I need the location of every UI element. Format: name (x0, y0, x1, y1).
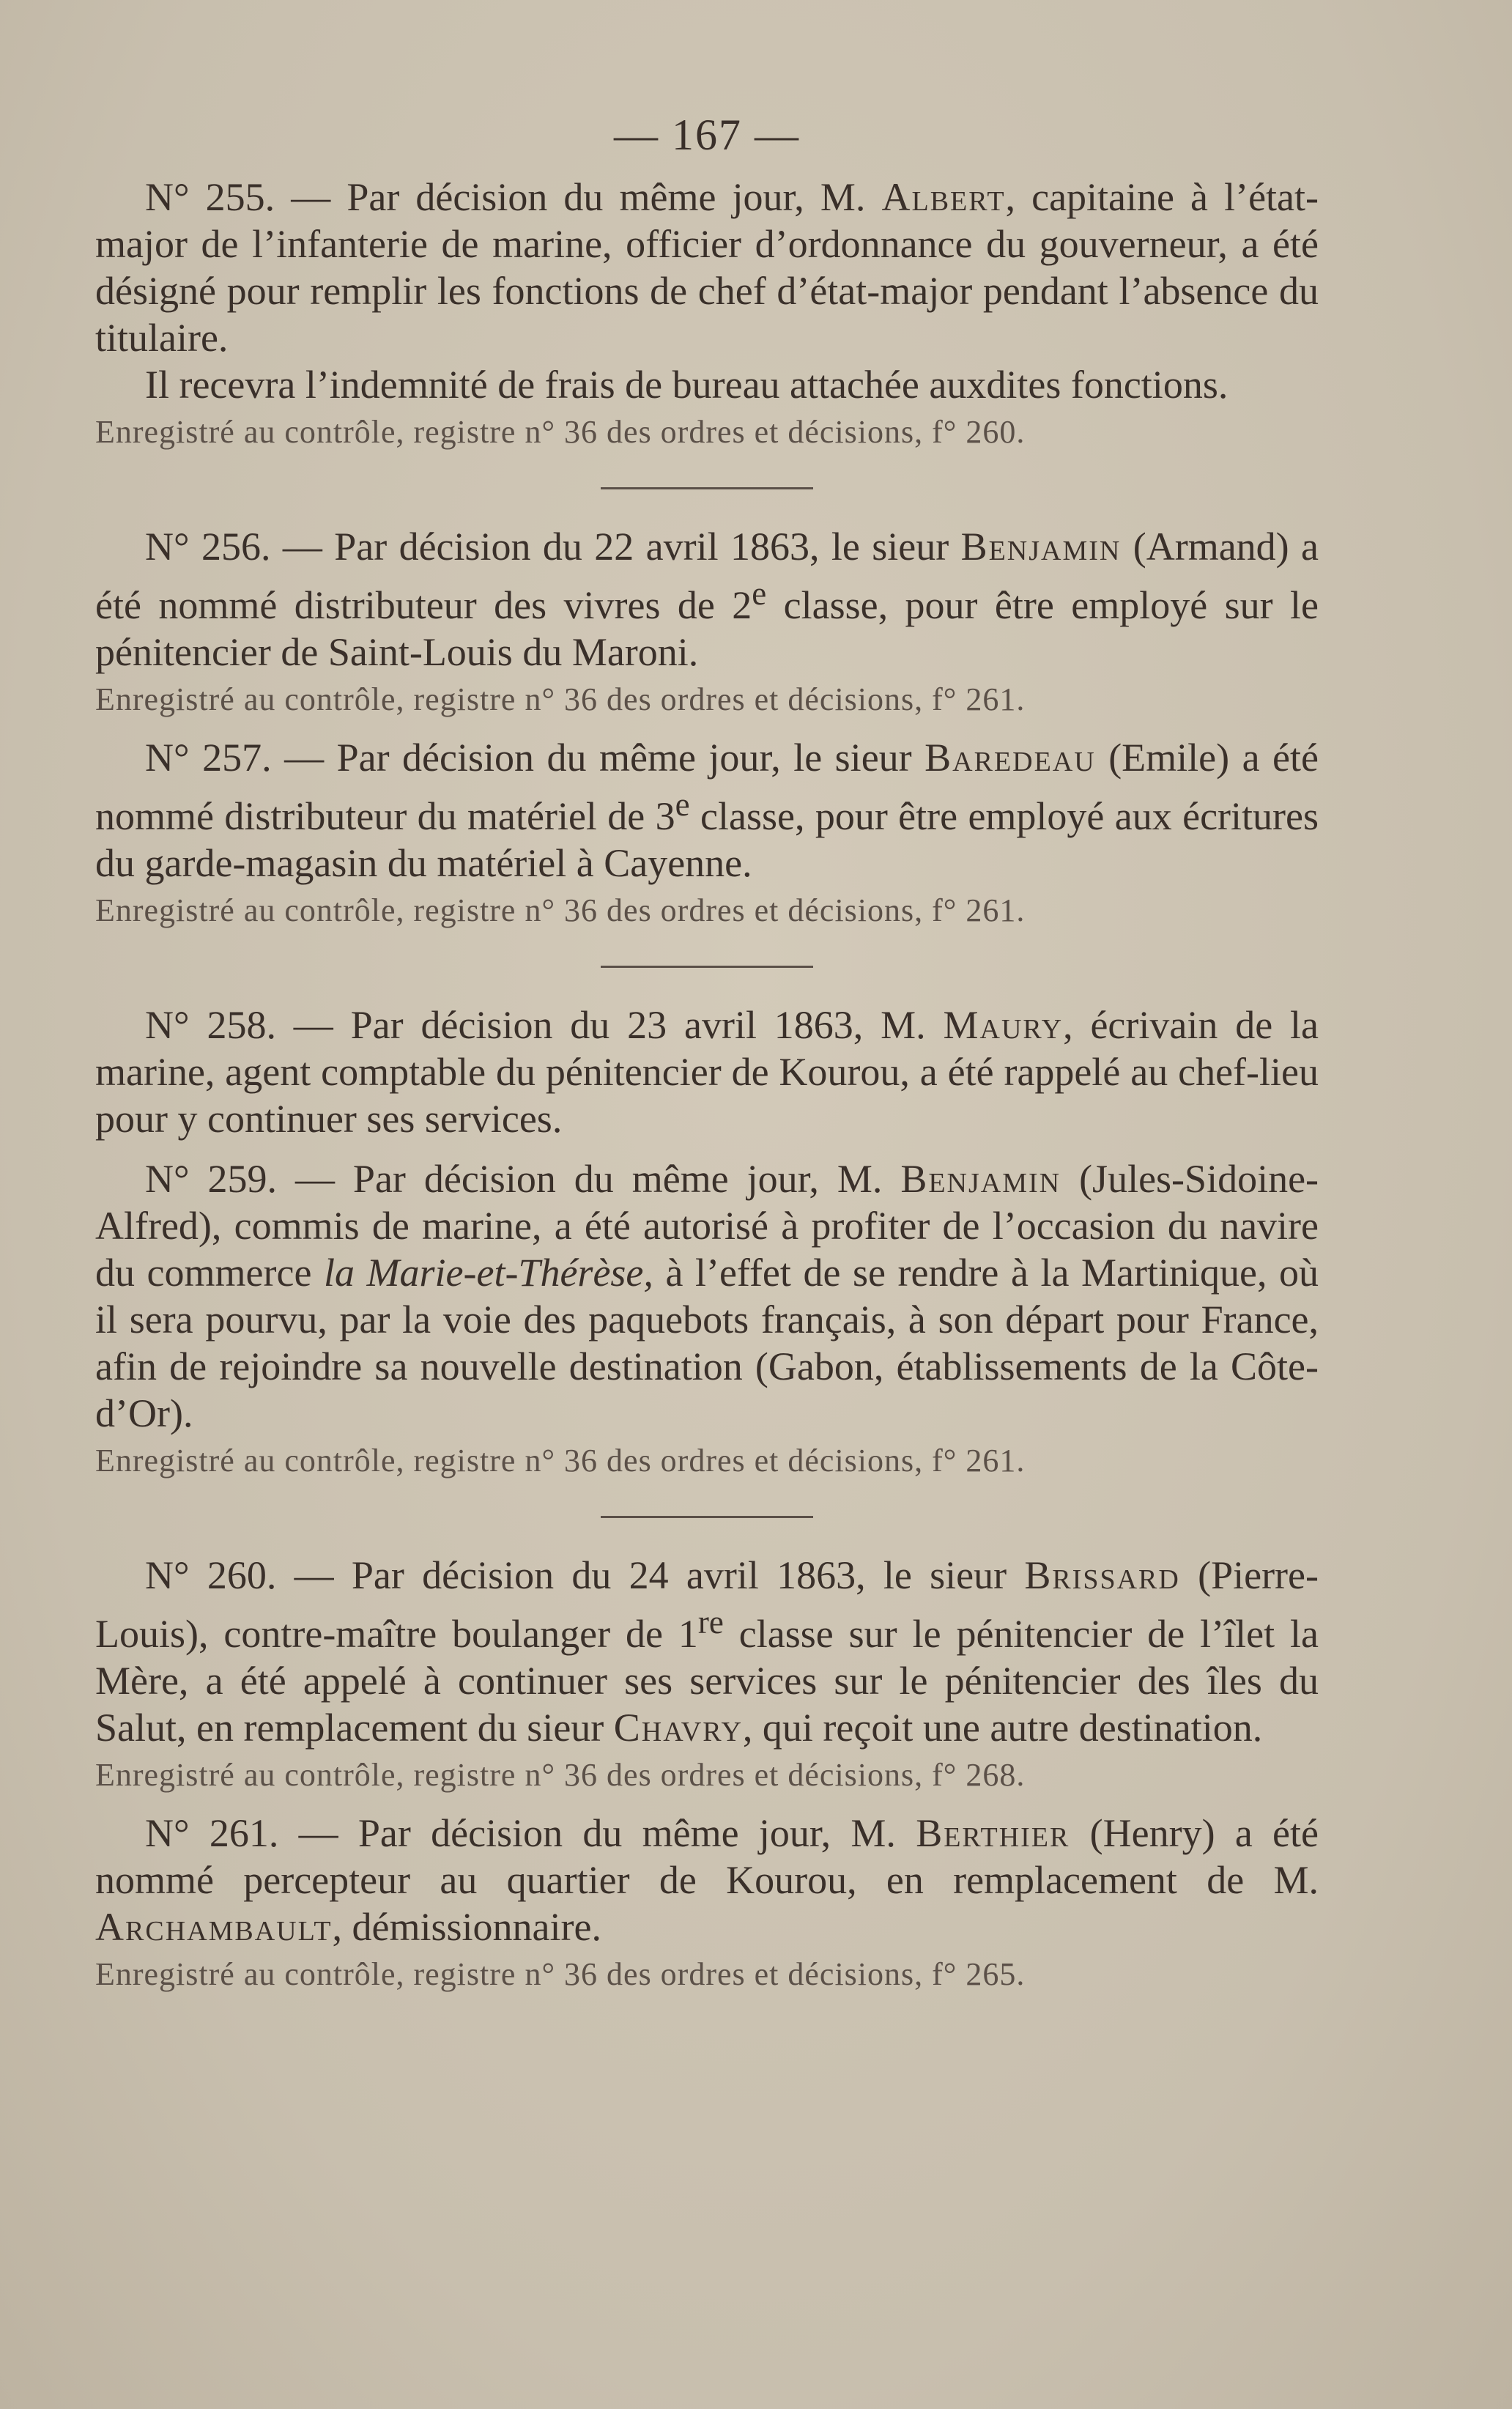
person-name: Albert (881, 175, 1006, 219)
registration-note: Enregistré au contrôle, registre n° 36 des ordres et décisions, f° 261. (95, 1443, 1026, 1479)
section-divider (601, 1516, 813, 1518)
entry-number: N° 260. (145, 1553, 277, 1597)
page-number: — 167 — (614, 111, 800, 159)
registration-note: Enregistré au contrôle, registre n° 36 des ordres et décisions, f° 265. (95, 1956, 1026, 1992)
entry-255-extra: Il recevra l’indemnité de frais de bureau attachée auxdites fonctions. (145, 363, 1228, 407)
registration-note: Enregistré au contrôle, registre n° 36 des ordres et décisions, f° 260. (95, 414, 1026, 450)
section-divider (601, 487, 813, 489)
entry-257: N° 257. — Par décision du même jour, le sieur Baredeau (Emile) a été nommé distributeur du matériel de 3e classe, pour être employé aux écritures du garde-magasin du matériel à Cayenne. (95, 736, 1319, 885)
registration-note: Enregistré au contrôle, registre n° 36 des ordres et décisions, f° 261. (95, 892, 1026, 928)
entry-260: N° 260. — Par décision du 24 avril 1863, le sieur Brissard (Pierre-Louis), contre-maître boulanger de 1re classe sur le pénitencier de l’îlet la Mère, a été appelé à continuer ses services sur le pénitencier des îles du Salut, en remplacement du sieur Chavry, qui reçoit une autre destination. (95, 1553, 1319, 1750)
entry-255: N° 255. — Par décision du même jour, M. Albert, capitaine à l’état-major de l’infanterie de marine, officier d’ordonnance du gouverneur, a été désigné pour remplir les fonctions de chef d’état-major pendant l’absence du titulaire. (95, 175, 1319, 360)
registration-note: Enregistré au contrôle, registre n° 36 des ordres et décisions, f° 268. (95, 1757, 1026, 1793)
entry-number: N° 257. (145, 736, 272, 780)
entry-261: N° 261. — Par décision du même jour, M. Berthier (Henry) a été nommé percepteur au quartier de Kourou, en remplacement de M. Archambault, démissionnaire. (95, 1811, 1319, 1949)
section-divider (601, 966, 813, 968)
entry-259: N° 259. — Par décision du même jour, M. Benjamin (Jules-Sidoine-Alfred), commis de marine, a été autorisé à profiter de l’occasion du navire du commerce la Marie-et-Thérèse, à l’effet de se rendre à la Martinique, où il sera pourvu, par la voie des paquebots français, à son départ pour France, afin de rejoindre sa nouvelle destination (Gabon, établissements de la Côte-d’Or). (95, 1157, 1319, 1435)
person-name: Berthier (916, 1811, 1070, 1855)
person-name: Archambault (95, 1905, 333, 1949)
entry-256: N° 256. — Par décision du 22 avril 1863, le sieur Benjamin (Armand) a été nommé distributeur des vivres de 2e classe, pour être employé sur le pénitencier de Saint-Louis du Maroni. (95, 525, 1319, 674)
registration-note: Enregistré au contrôle, registre n° 36 des ordres et décisions, f° 261. (95, 681, 1026, 717)
entry-number: N° 255. (145, 175, 275, 219)
person-name: Maury (943, 1003, 1064, 1047)
entry-number: N° 261. (145, 1811, 279, 1855)
entry-number: N° 256. (145, 525, 271, 569)
person-name: Benjamin (900, 1157, 1061, 1201)
person-name: Baredeau (924, 736, 1096, 780)
person-name: Brissard (1024, 1553, 1180, 1597)
entry-number: N° 258. (145, 1003, 276, 1047)
ship-name: la Marie-et-Thérèse, (323, 1251, 653, 1295)
person-name: Benjamin (960, 525, 1122, 569)
entry-258: N° 258. — Par décision du 23 avril 1863, M. Maury, écrivain de la marine, agent comptable du pénitencier de Kourou, a été rappelé au chef-lieu pour y continuer ses services. (95, 1003, 1319, 1141)
entry-number: N° 259. (145, 1157, 278, 1201)
person-name: Chavry (613, 1706, 743, 1750)
document-page (95, 110, 1319, 2381)
